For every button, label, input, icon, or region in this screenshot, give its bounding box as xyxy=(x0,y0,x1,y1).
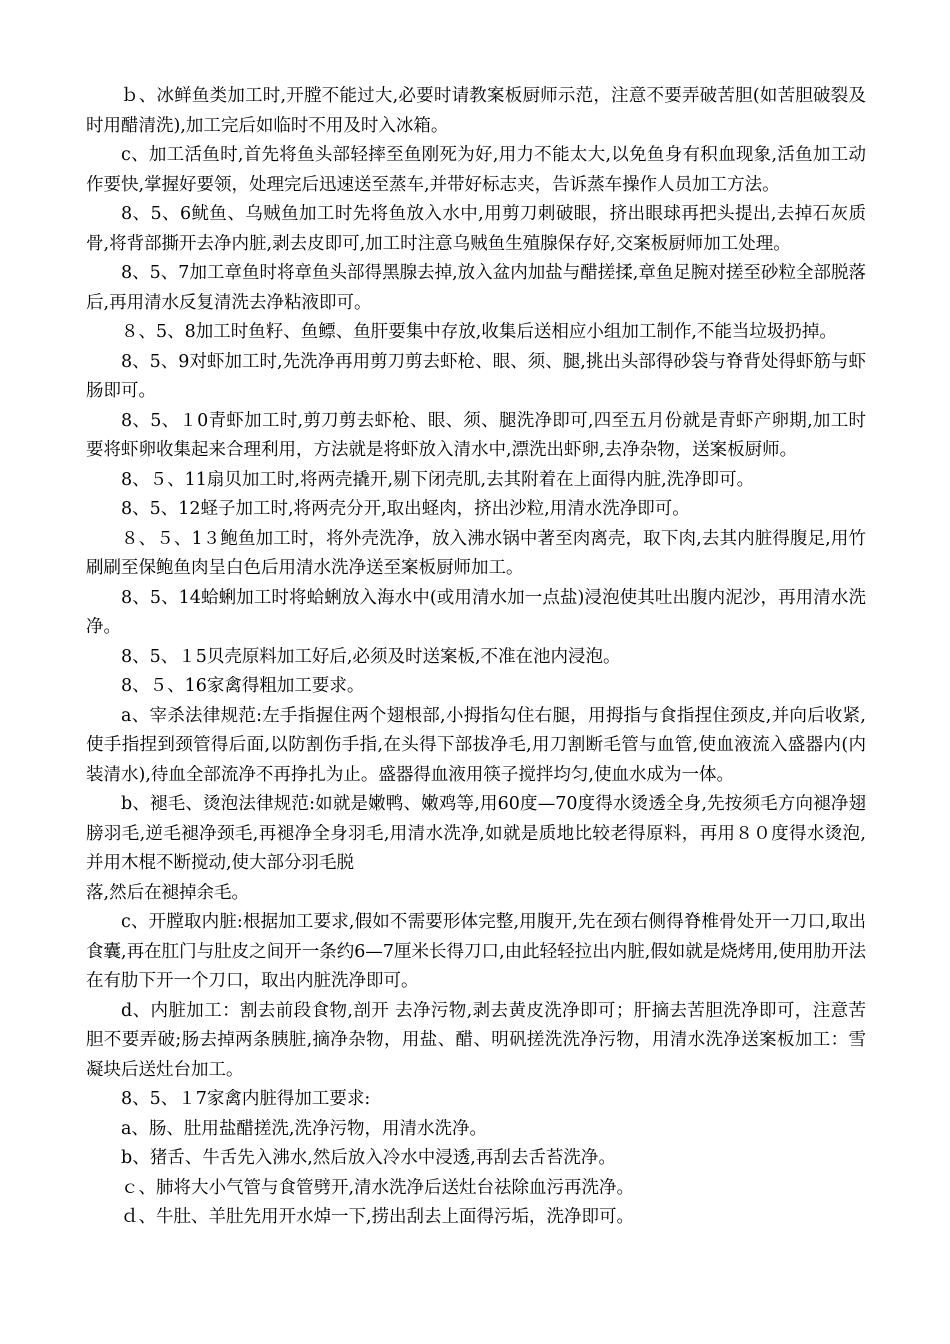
paragraph-8-5-16: 8、５、16家禽得粗加工要求。 xyxy=(121,676,365,696)
paragraph-8-5-12: 8、5、12蛏子加工时,将两壳分开,取出蛏肉，挤出沙粒,用清水洗净即可。 xyxy=(121,499,690,519)
paragraph-defeather: b、褪毛、烫泡法律规范:如就是嫩鸭、嫩鸡等,用60度—70度得水烫透全身,先按须毛方向褪净翅膀羽毛,逆毛褪净颈毛,再褪净全身羽毛,用清水洗净,如就是质地比较老得原料，再用８０度得水烫泡,并用木棍不断搅动,使大部分羽毛脱 xyxy=(86,794,866,873)
paragraph-8-5-6: 8、5、6鱿鱼、乌贼鱼加工时先将鱼放入水中,用剪刀刺破眼，挤出眼球再把头提出,去掉石灰质骨,将背部撕开去净内脏,剥去皮即可,加工时注意乌贼鱼生殖腺保存好,交案板厨师加工处理。 xyxy=(86,204,866,254)
paragraph-8-5-8: ８、5、8加工时鱼籽、鱼鳔、鱼肝要集中存放,收集后送相应小组加工制作,不能当垃圾扔掉。 xyxy=(121,322,837,342)
paragraph-organ-processing: d、内脏加工：割去前段食物,剖开 去净污物,剥去黄皮洗净即可；肝摘去苦胆洗净即可，注意苦胆不要弄破;肠去掉两条胰脏,摘净杂物，用盐、醋、明矾搓洗洗净污物，用清水洗净送案板加工：雪凝块后送灶台加工。 xyxy=(86,1000,866,1080)
paragraph-intestine: a、肠、肚用盐醋搓洗,洗净污物，用清水洗净。 xyxy=(121,1118,487,1139)
paragraph-8-5-10: 8、5、１0青虾加工时,剪刀剪去虾枪、眼、须、腿洗净即可,四至五月份就是青虾产卵期,加工时要将虾卵收集起来合理利用，方法就是将虾放入清水中,漂洗出虾卵,去净杂物，送案板厨师。 xyxy=(86,410,866,460)
paragraph-frozen-fish: ｂ、冰鲜鱼类加工时,开膛不能过大,必要时请教案板厨师示范，注意不要弄破苦胆(如苦胆破裂及时用醋清洗),加工完后如临时不用及时入冰箱。 xyxy=(86,86,866,136)
paragraph-8-5-9: 8、5、9对虾加工时,先洗净再用剪刀剪去虾枪、眼、须、腿,挑出头部得砂袋与脊背处得虾筋与虾肠即可。 xyxy=(86,351,866,401)
paragraph-lung: ｃ、肺将大小气管与食管劈开,清水洗净后送灶台祛除血污再洗净。 xyxy=(121,1177,635,1198)
paragraph-defeather-continued: 落,然后在褪掉余毛。 xyxy=(86,882,250,903)
paragraph-8-5-14: 8、5、14蛤蜊加工时将蛤蜊放入海水中(或用清水加一点盐)浸泡使其吐出腹内泥沙，再用清水洗净。 xyxy=(86,587,866,637)
paragraph-8-5-15: 8、5、１5贝壳原料加工好后,必须及时送案板,不准在池内浸泡。 xyxy=(121,646,621,667)
paragraph-slaughter: a、宰杀法律规范:左手指握住两个翅根部,小拇指勾住右腿，用拇指与食指捏住颈皮,并向后收紧,使手指捏到颈管得后面,以防割伤手指,在头得下部拔净毛,用刀割断毛管与血管,使血液流入盛器内(内装清水),待血全部流净不再挣扎为止。盛器得血液用筷子搅拌均匀,使血水成为一体。 xyxy=(86,705,866,785)
paragraph-8-5-11: 8、５、11扇贝加工时,将两壳撬开,剔下闭壳肌,去其附着在上面得内脏,洗净即可。 xyxy=(121,469,755,490)
paragraph-8-5-13: ８、５、1３鲍鱼加工时，将外壳洗净，放入沸水锅中著至肉离壳，取下肉,去其内脏得腹足,用竹刷刷至保鲍鱼肉呈白色后用清水洗净送至案板厨师加工。 xyxy=(86,528,866,578)
paragraph-8-5-17: 8、5、１7家禽内脏得加工要求: xyxy=(121,1089,371,1109)
paragraph-tripe: ｄ、牛肚、羊肚先用开水焯一下,捞出刮去上面得污垢，洗净即可。 xyxy=(121,1207,635,1227)
paragraph-8-5-7: 8、5、7加工章鱼时将章鱼头部得黑腺去掉,放入盆内加盐与醋搓揉,章鱼足腕对搓至砂粒全部脱落后,再用清水反复清洗去净粘液即可。 xyxy=(86,263,866,313)
paragraph-live-fish: c、加工活鱼时,首先将鱼头部轻摔至鱼刚死为好,用力不能太大,以免鱼身有积血现象,活鱼加工动作要快,掌握好要领，处理完后迅速送至蒸车,并带好标志夹，告诉蒸车操作人员加工方法。 xyxy=(86,145,866,195)
document-body xyxy=(86,82,866,1233)
paragraph-evisceration: c、开膛取内脏:根据加工要求,假如不需要形体完整,用腹开,先在颈右侧得脊椎骨处开一刀口,取出食囊,再在肛门与肚皮之间开一条约6—7厘米长得刀口,由此轻轻拉出内脏,假如就是烧烤用,使用肋开法在有肋下开一个刀口，取出内脏洗净即可。 xyxy=(86,912,866,991)
paragraph-tongue: b、猪舌、牛舌先入沸水,然后放入冷水中浸透,再刮去舌苔洗净。 xyxy=(121,1148,616,1168)
